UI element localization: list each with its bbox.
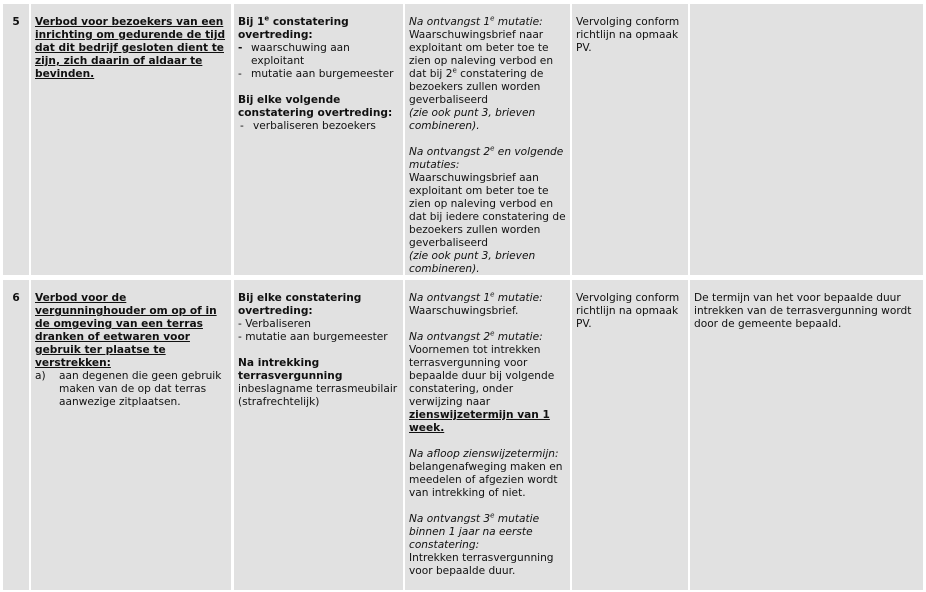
row-6-number-cell <box>3 280 29 590</box>
mutation-heading: Na ontvangst 3e mutatie binnen 1 jaar na eerste constatering: <box>409 511 540 551</box>
list-item: - waarschuwing aan exploitant <box>238 42 350 67</box>
row-number: 5 <box>12 16 20 28</box>
list-item: - verbaliseren bezoekers <box>240 120 376 132</box>
first-offense-heading: Bij 1e constatering overtreding: <box>238 14 349 41</box>
row-5-regulation-cell <box>31 4 231 275</box>
row-number: 6 <box>12 292 20 304</box>
mutation-text: Waarschuwingsbrief. <box>409 305 519 317</box>
term-emphasis: zienswijzetermijn van 1 week. <box>409 409 550 434</box>
row-5-police-action-cell <box>234 4 403 275</box>
row-5-municipal-action-cell <box>405 4 570 275</box>
mutation-note: (zie ook punt 3, brieven combineren). <box>409 250 536 275</box>
mutation-heading: Na ontvangst 2e mutatie: <box>409 329 543 343</box>
regulation-title: Verbod voor de vergunninghouder om op of in de omgeving van een terras dranken of eetwaren voor gebruik ter plaatse te verstrekken: <box>35 292 217 369</box>
mutation-text: Waarschuwingsbrief aan exploitant om beter toe te zien op naleving verbod en dat bij iedere constatering de bezoekers zullen worden geverbaliseerd <box>409 172 566 249</box>
row-6-regulation-cell <box>31 280 231 590</box>
prosecution-text: Vervolging conform richtlijn na opmaak PV. <box>576 292 680 330</box>
list-item: - Verbaliseren <box>238 318 311 330</box>
row-5-number-cell <box>3 4 29 275</box>
mutation-heading: Na ontvangst 1e mutatie: <box>409 290 543 304</box>
mutation-note: (zie ook punt 3, brieven combineren). <box>409 107 536 132</box>
mutation-text: Intrekken terrasvergunning voor bepaalde duur. <box>409 552 554 577</box>
prosecution-text: Vervolging conform richtlijn na opmaak PV. <box>576 16 680 54</box>
revocation-heading: Na intrekking terrasvergunning <box>238 357 343 382</box>
regulation-title: Verbod voor bezoekers van een inrichting om gedurende de tijd dat dit bedrijf gesloten dient te zijn, zich daarin of aldaar te bevinden. <box>35 16 226 80</box>
row-6-municipal-action-cell <box>405 280 570 590</box>
subsequent-offense-heading: Bij elke volgende constatering overtreding: <box>238 94 393 119</box>
remarks-text: De termijn van het voor bepaalde duur intrekken van de terrasvergunning wordt door de gemeente bepaald. <box>694 292 912 330</box>
row-6-police-action-cell <box>234 280 403 590</box>
term-text: belangenafweging maken en meedelen of afgezien wordt van intrekking of niet. <box>409 461 563 499</box>
revocation-text: inbeslagname terrasmeubilair (strafrechtelijk) <box>238 383 398 408</box>
mutation-heading: Na ontvangst 2e en volgende mutaties: <box>409 144 564 171</box>
mutation-text: Waarschuwingsbrief naar exploitant om beter toe te zien op naleving verbod en dat bij 2e constatering de bezoekers zullen worden geverbaliseerd <box>409 29 554 106</box>
list-item: a) aan degenen die geen gebruik maken van de op dat terras aanwezige zitplaatsen. <box>35 370 222 408</box>
term-heading: Na afloop zienswijzetermijn: <box>409 448 559 460</box>
mutation-heading: Na ontvangst 1e mutatie: <box>409 14 543 28</box>
row-6-prosecution-cell <box>572 280 688 590</box>
row-6-remarks-cell <box>690 280 923 590</box>
mutation-text: Voornemen tot intrekken terrasvergunning voor bepaalde duur bij volgende constatering, onder verwijzing naar <box>409 344 555 408</box>
list-item: - mutatie aan burgemeester <box>238 68 394 80</box>
list-item: - mutatie aan burgemeester <box>238 331 388 343</box>
row-5-prosecution-cell <box>572 4 688 275</box>
row-5-remarks-cell <box>690 4 923 275</box>
offense-heading: Bij elke constatering overtreding: <box>238 292 362 317</box>
